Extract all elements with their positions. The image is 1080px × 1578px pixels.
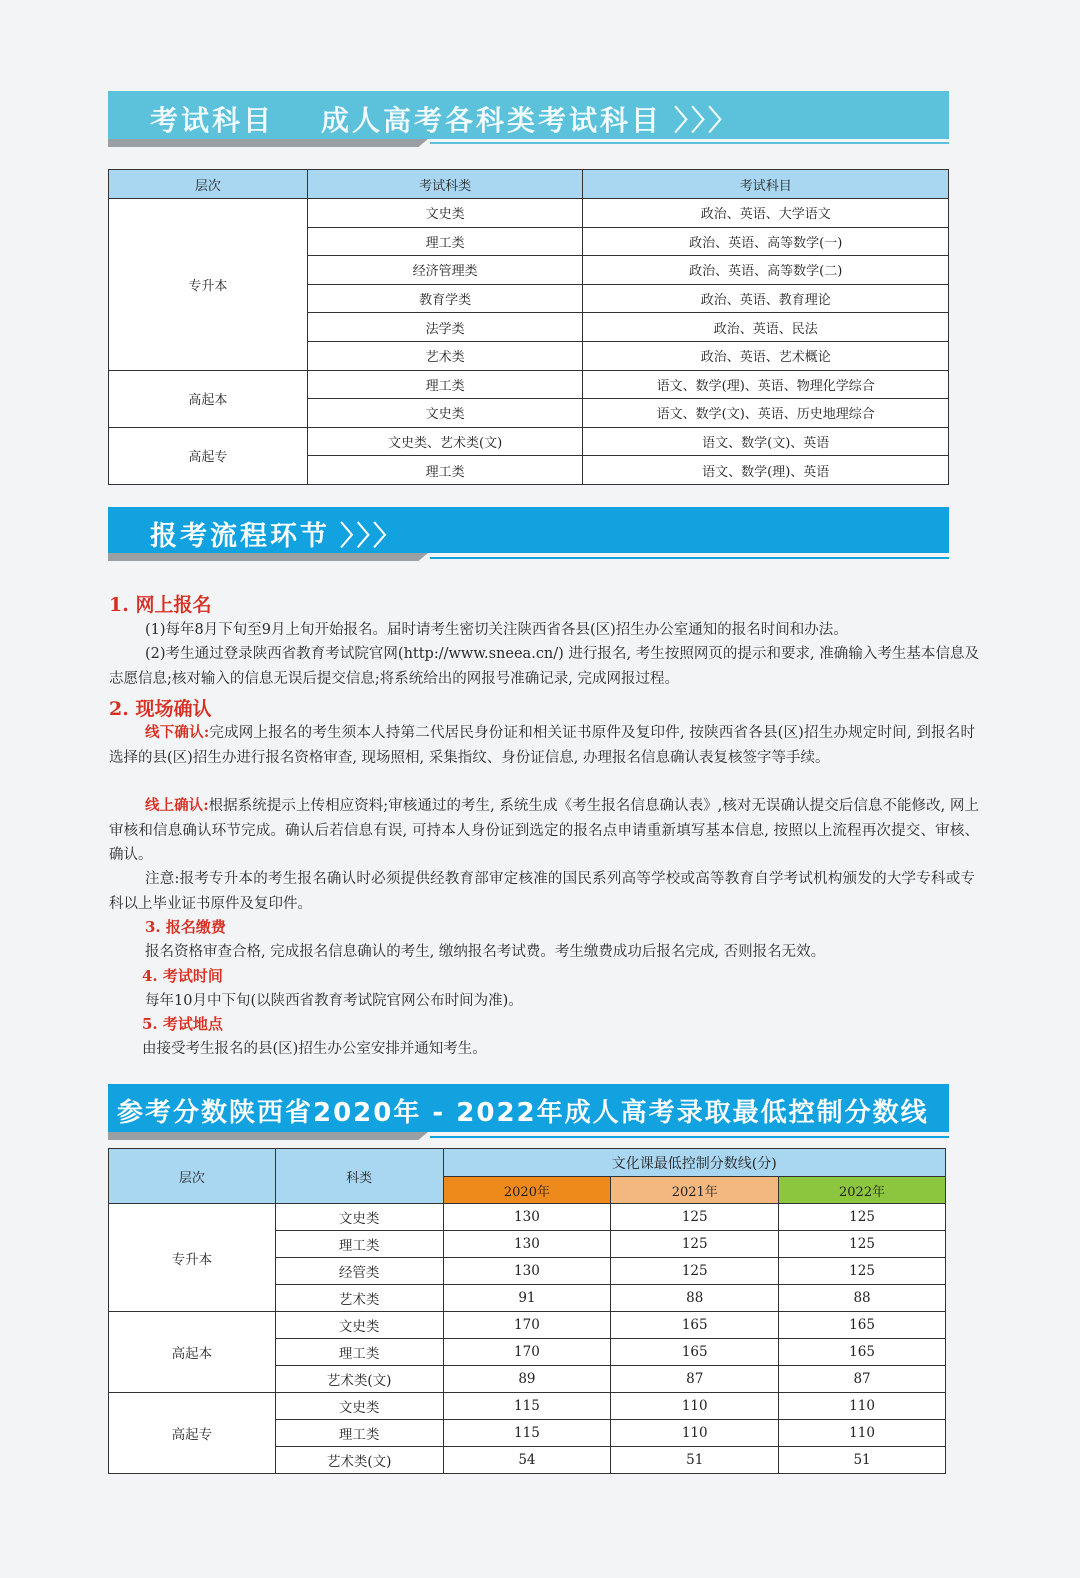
banner-shadow [108,553,428,561]
category-cell: 经管类 [275,1258,443,1285]
step-5-title: 5. 考试地点 [142,1015,223,1033]
category-cell: 文史类 [275,1312,443,1339]
score-2021-cell: 125 [611,1231,779,1258]
category-cell: 经济管理类 [307,256,583,285]
score-2021-cell: 88 [611,1285,779,1312]
banner-shadow [108,139,428,147]
subjects-cell: 政治、英语、大学语文 [583,199,949,228]
category-cell: 理工类 [275,1231,443,1258]
score-2021-cell: 125 [611,1258,779,1285]
online-label: 线上确认: [145,797,209,814]
step-4-text: 每年10月中下旬(以陕西省教育考试院官网公布时间为准)。 [145,993,523,1009]
table-row [109,199,949,228]
subjects-cell: 政治、英语、高等数学(二) [583,256,949,285]
table-row [109,1312,946,1339]
score-lines-banner [108,1084,949,1142]
score-lines-table [108,1148,946,1474]
subjects-cell: 语文、数学(文)、英语 [583,427,949,456]
header-category: 科类 [275,1149,443,1204]
table-row [109,1204,946,1231]
table-row [109,370,949,399]
header-level: 层次 [109,1149,276,1204]
online-text: 根据系统提示上传相应资料;审核通过的考生, 系统生成《考生报名信息确认表》,核对无误确认提交后信息不能修改, 网上审核和信息确认环节完成。确认后若信息有误, 可持本人身份证到选定的报名点申请重新填写基本信息, 按照以上流程再次提交、审核、确认。 [109,798,979,863]
category-cell: 理工类 [307,370,583,399]
score-2021-cell: 51 [611,1447,779,1474]
step-1-para-1: (1)每年8月下旬至9月上旬开始报名。届时请考生密切关注陕西省各县(区)招生办公室通知的报名时间和办法。 [145,622,848,638]
score-2022-cell: 51 [779,1447,946,1474]
level-cell: 高起本 [109,1312,276,1393]
header-year-2022: 2022年 [779,1177,946,1204]
category-cell: 理工类 [275,1339,443,1366]
category-cell: 理工类 [275,1420,443,1447]
banner-rule [430,557,949,559]
step-1-title: 1. 网上报名 [109,594,212,616]
category-cell: 艺术类(文) [275,1366,443,1393]
score-2020-cell: 170 [443,1339,611,1366]
step-5-text: 由接受考生报名的县(区)招生办公室安排并通知考生。 [142,1041,487,1057]
score-2021-cell: 165 [611,1312,779,1339]
step-2-online-para [109,794,979,868]
category-cell: 法学类 [307,313,583,342]
banner-section-label: 考试科目 [150,104,275,137]
level-cell: 高起本 [109,370,308,427]
subjects-cell: 政治、英语、教育理论 [583,284,949,313]
score-2020-cell: 130 [443,1231,611,1258]
score-2022-cell: 165 [779,1312,946,1339]
score-2021-cell: 125 [611,1204,779,1231]
score-2020-cell: 115 [443,1393,611,1420]
step-3-text: 报名资格审查合格, 完成报名信息确认的考生, 缴纳报名考试费。考生缴费成功后报名完成, 否则报名无效。 [145,944,826,960]
level-cell: 专升本 [109,199,308,371]
chevrons-icon: 〉〉〉 [674,104,740,137]
exam-subjects-banner [108,91,949,147]
category-cell: 文史类、艺术类(文) [307,427,583,456]
subjects-cell: 政治、英语、高等数学(一) [583,227,949,256]
category-cell: 理工类 [307,227,583,256]
header-year-2020: 2020年 [443,1177,611,1204]
step-4-title: 4. 考试时间 [142,967,223,985]
score-2020-cell: 54 [443,1447,611,1474]
header-year-2021: 2021年 [611,1177,779,1204]
banner-title: 参考分数陕西省2020年 - 2022年成人高考录取最低控制分数线 [117,1098,929,1128]
score-2022-cell: 125 [779,1231,946,1258]
banner-title: 报考流程环节 [150,521,330,552]
banner-title: 成人高考各科类考试科目 [321,104,663,137]
category-cell: 文史类 [307,399,583,428]
process-banner [108,507,949,565]
category-cell: 文史类 [307,199,583,228]
offline-label: 线下确认: [145,724,210,741]
subjects-cell: 政治、英语、艺术概论 [583,341,949,370]
step-2-note: 注意:报考专升本的考生报名确认时必须提供经教育部审定核准的国民系列高等学校或高等教育自学考试机构颁发的大学专科或专科以上毕业证书原件及复印件。 [109,871,975,912]
level-cell: 高起专 [109,1393,276,1474]
score-2020-cell: 91 [443,1285,611,1312]
score-2022-cell: 110 [779,1420,946,1447]
banner-rule [430,1136,949,1138]
score-2020-cell: 130 [443,1258,611,1285]
table-header-row [109,170,949,199]
banner-rule [430,142,949,144]
header-scores: 文化课最低控制分数线(分) [443,1149,945,1177]
score-2020-cell: 89 [443,1366,611,1393]
step-2-title: 2. 现场确认 [109,698,212,720]
banner-shadow [108,1132,428,1140]
subjects-cell: 语文、数学(理)、英语 [583,456,949,485]
category-cell: 文史类 [275,1393,443,1420]
table-header-row [109,1149,946,1177]
table-row [109,427,949,456]
offline-text: 完成网上报名的考生须本人持第二代居民身份证和相关证书原件及复印件, 按陕西省各县(区)招生办规定时间, 到报名时选择的县(区)招生办进行报名资格审查, 现场照相, 采集指纹、身份证信息, 办理报名信息确认表复核签字等手续。 [109,725,976,766]
subjects-cell: 语文、数学(理)、英语、物理化学综合 [583,370,949,399]
score-2021-cell: 87 [611,1366,779,1393]
exam-subjects-table [108,169,949,485]
step-2-offline-para [109,721,975,770]
level-cell: 专升本 [109,1204,276,1312]
score-2022-cell: 110 [779,1393,946,1420]
score-2021-cell: 110 [611,1393,779,1420]
header-level: 层次 [109,170,308,199]
table-row [109,1393,946,1420]
header-subjects: 考试科目 [583,170,949,199]
chevrons-icon: 〉〉〉 [340,521,403,552]
score-2022-cell: 88 [779,1285,946,1312]
score-2022-cell: 165 [779,1339,946,1366]
score-2022-cell: 87 [779,1366,946,1393]
score-2022-cell: 125 [779,1258,946,1285]
category-cell: 理工类 [307,456,583,485]
score-2020-cell: 130 [443,1204,611,1231]
score-2020-cell: 170 [443,1312,611,1339]
subjects-cell: 语文、数学(文)、英语、历史地理综合 [583,399,949,428]
score-2021-cell: 165 [611,1339,779,1366]
category-cell: 艺术类 [275,1285,443,1312]
score-2022-cell: 125 [779,1204,946,1231]
step-1-para-2: (2)考生通过登录陕西省教育考试院官网(http://www.sneea.cn/) 进行报名, 考生按照网页的提示和要求, 准确输入考生基本信息及志愿信息;核对输入的信息无误后提交信息;将系统给出的网报号准确记录, 完成网报过程。 [109,646,979,687]
header-category: 考试科类 [307,170,583,199]
score-2020-cell: 115 [443,1420,611,1447]
level-cell: 高起专 [109,427,308,484]
score-2021-cell: 110 [611,1420,779,1447]
subjects-cell: 政治、英语、民法 [583,313,949,342]
step-3-title: 3. 报名缴费 [145,918,226,936]
category-cell: 文史类 [275,1204,443,1231]
category-cell: 艺术类(文) [275,1447,443,1474]
category-cell: 艺术类 [307,341,583,370]
category-cell: 教育学类 [307,284,583,313]
